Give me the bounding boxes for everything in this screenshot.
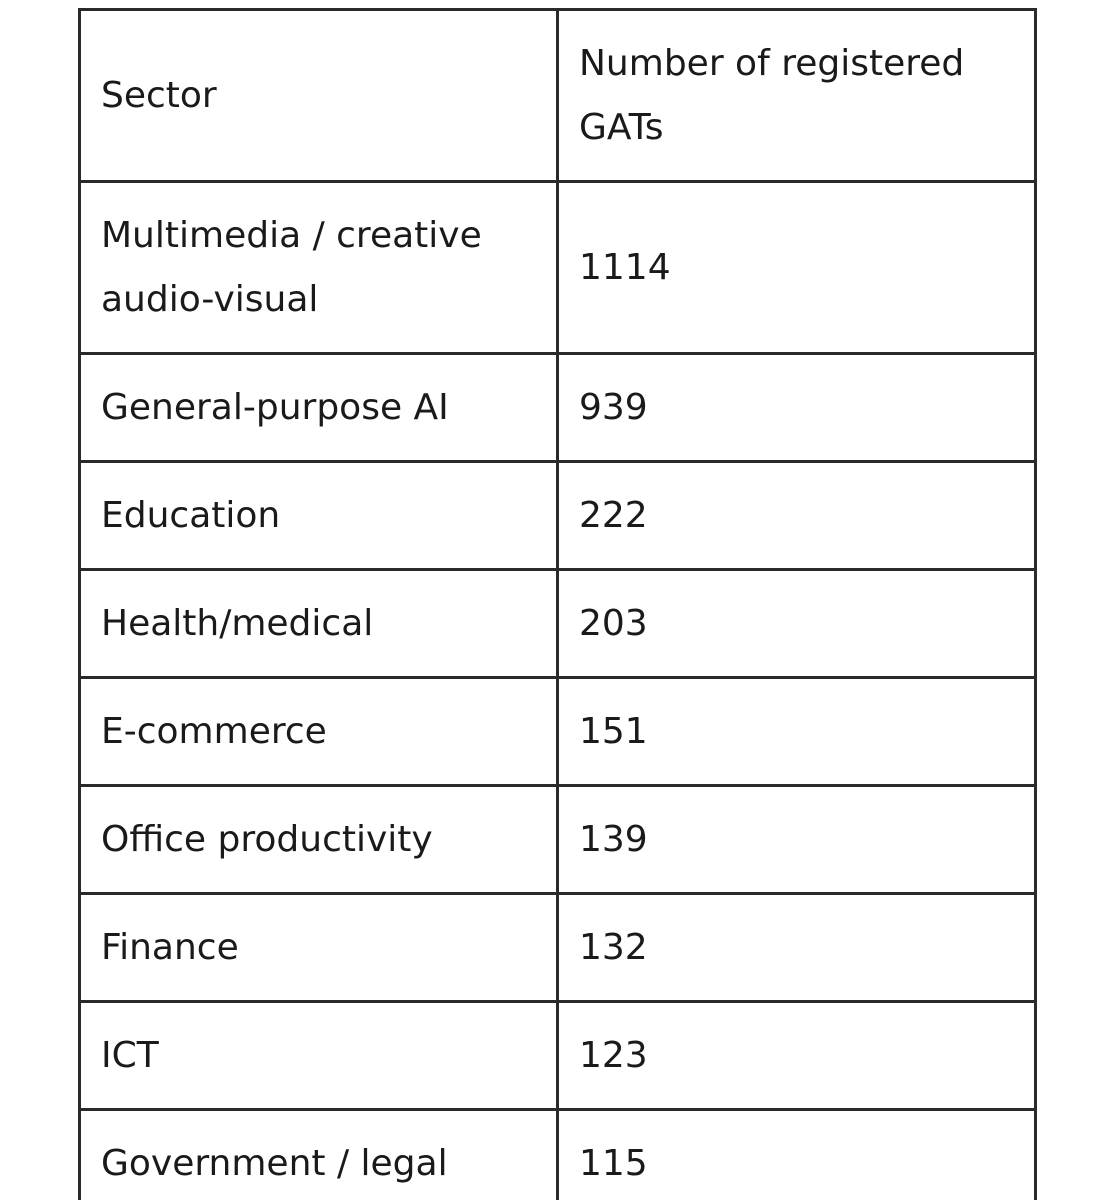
count-cell: 139 (558, 786, 1036, 894)
sector-cell: Health/medical (80, 570, 558, 678)
count-cell: 1114 (558, 182, 1036, 354)
table-row (80, 570, 1036, 678)
table-row (80, 182, 1036, 354)
sector-cell: Office productivity (80, 786, 558, 894)
sector-table (78, 8, 1037, 1200)
sector-cell: ICT (80, 1002, 558, 1110)
count-cell: 115 (558, 1110, 1036, 1200)
table-row (80, 894, 1036, 1002)
table-row (80, 354, 1036, 462)
table-row (80, 786, 1036, 894)
table-row (80, 1110, 1036, 1200)
sector-cell: Multimedia / creative audio-visual (80, 182, 558, 354)
table-row (80, 1002, 1036, 1110)
count-cell: 203 (558, 570, 1036, 678)
table-row (80, 462, 1036, 570)
sector-cell: Finance (80, 894, 558, 1002)
sector-cell: Education (80, 462, 558, 570)
count-cell: 123 (558, 1002, 1036, 1110)
table-row (80, 678, 1036, 786)
header-count: Number of registered GATs (558, 10, 1036, 182)
header-row (80, 10, 1036, 182)
count-cell: 222 (558, 462, 1036, 570)
count-cell: 939 (558, 354, 1036, 462)
sector-cell: General-purpose AI (80, 354, 558, 462)
sector-cell: E-commerce (80, 678, 558, 786)
count-cell: 151 (558, 678, 1036, 786)
count-cell: 132 (558, 894, 1036, 1002)
header-sector: Sector (80, 10, 558, 182)
sector-cell: Government / legal (80, 1110, 558, 1200)
